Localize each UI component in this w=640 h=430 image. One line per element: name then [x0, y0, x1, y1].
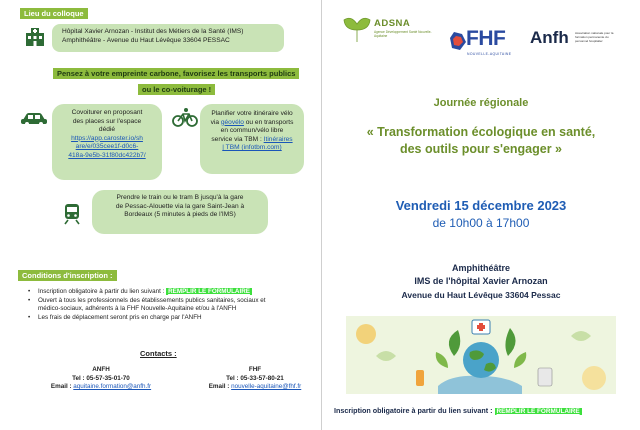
fhf-logo-sub: NOUVELLE-AQUITAINE: [467, 52, 512, 56]
fhf-email-link[interactable]: nouvelle-aquitaine@fhf.fr: [231, 383, 302, 390]
anfh-email-label: Email :: [50, 383, 74, 390]
fhf-logo-mark: [448, 30, 468, 57]
bike-line-1: Planifier votre itinéraire vélo: [211, 110, 293, 117]
carpool-link-3[interactable]: 418a-9e5b-31f80dc422b7/: [68, 151, 146, 159]
conditions-list: [28, 288, 320, 322]
bike-line-3: en commun/vélo libre: [220, 127, 284, 135]
fhf-email-row: [190, 383, 320, 392]
anfh-contact: [36, 366, 166, 392]
event-date: Vendredi 15 décembre 2023: [395, 198, 567, 213]
train-icon: [64, 203, 80, 230]
condition-3: [28, 314, 320, 323]
venue-label: Lieu du colloque: [20, 8, 88, 19]
carpool-link[interactable]: [58, 135, 156, 161]
bike-line-2: [204, 119, 300, 128]
venue-box: [52, 24, 284, 52]
eco-health-illustration: [346, 316, 616, 394]
signup-row: [334, 406, 582, 415]
adsna-logo: [342, 16, 372, 49]
adsna-subtitle: Agence Développement Santé Nouvelle-Aquitaine: [374, 30, 432, 39]
fhf-logo-text: FHF: [466, 27, 506, 50]
place-line-2: IMS de l'hôpital Xavier Arnozan: [414, 276, 548, 286]
bike-line-2c: ou en transports: [243, 118, 294, 126]
condition-1-text: Inscription obligatoire à partir du lien suivant :: [38, 288, 167, 295]
carpool-box: [52, 104, 162, 180]
place-line-3: Avenue du Haut Lévêque 33604 Pessac: [401, 290, 561, 300]
event-title-line-2: des outils pour s'engager »: [399, 142, 563, 156]
condition-1: [28, 288, 320, 297]
venue-line-1: Hôpital Xavier Arnozan - Institut des Métiers de la Santé (IMS): [62, 28, 244, 35]
bullet-icon: •: [28, 296, 31, 304]
car-icon: [20, 112, 48, 131]
train-line-1: Prendre le train ou le tram B jusqu'à la gare: [116, 194, 244, 201]
carpool-link-1[interactable]: https://app.caroster.io/sh: [71, 134, 143, 142]
carpool-line-3: dédié: [98, 126, 116, 134]
tbm-itineraires-link[interactable]: Itinéraires: [263, 135, 293, 143]
train-line-3: Bordeaux (5 minutes à pieds de l'IMS): [124, 211, 236, 219]
fhf-email-label: Email :: [208, 383, 232, 390]
anfh-email-row: [36, 383, 166, 392]
contacts-title: Contacts :: [140, 349, 177, 358]
venue-line-2: Amphithéâtre - Avenue du Haut Lévêque 33604 PESSAC: [62, 36, 230, 44]
condition-2: [28, 297, 320, 314]
fhf-name: FHF: [248, 366, 262, 373]
hospital-icon: [24, 27, 46, 52]
anfh-name: ANFH: [92, 366, 110, 373]
bike-line-4a: service via TBM :: [211, 135, 264, 143]
ginkgo-leaf-icon: [342, 16, 372, 44]
carpool-line-1: Covoiturer en proposant: [71, 109, 143, 116]
geovelo-link[interactable]: géovélo: [220, 118, 244, 126]
anfh-logo-sub: Association nationale pour la formation permanente du personnel hospitalier: [575, 31, 614, 43]
tbm-link[interactable]: | TBM (infotbm.com): [222, 144, 282, 152]
carbon-banner-line-1: Pensez à votre empreinte carbone, favorisez les transports publics: [53, 68, 299, 79]
conditions-label: Conditions d'inscription :: [18, 270, 117, 281]
condition-3-text: Les frais de déplacement seront pris en charge par l'ANFH: [38, 313, 202, 321]
event-title-line-1: « Transformation écologique en santé,: [366, 125, 596, 139]
event-time: de 10h00 à 17h00: [432, 216, 530, 230]
anfh-tel: Tel : 05-57-35-01-70: [72, 374, 130, 382]
place-line-1: Amphithéâtre: [451, 263, 510, 273]
form-link-left[interactable]: REMPLIR LE FORMULAIRE: [168, 288, 250, 295]
carpool-line-2: des places sur l'espace: [72, 117, 142, 125]
anfh-logo-text: Anfh: [530, 28, 569, 47]
carpool-link-2[interactable]: are/e/035cee1f-d0c6-: [75, 143, 139, 151]
form-link-right[interactable]: REMPLIR LE FORMULAIRE: [496, 408, 580, 415]
column-divider: [321, 0, 322, 430]
fhf-contact: [190, 366, 320, 392]
anfh-email-link[interactable]: aquitaine.formation@anfh.fr: [73, 383, 152, 390]
bullet-icon: •: [28, 288, 31, 295]
bullet-icon: •: [28, 313, 31, 321]
fhf-tel: Tel : 05-33-57-80-21: [226, 374, 284, 382]
train-line-2: de Pessac-Alouette via la gare Saint-Jean à: [115, 202, 245, 210]
event-type: Journée régionale: [433, 97, 529, 109]
bike-line-2a: via: [210, 118, 221, 126]
bike-line-4: [204, 136, 300, 145]
condition-2-line-1: Ouvert à tous les professionnels des établissements publics sanitaires, sociaux et: [38, 296, 266, 304]
carbon-banner-line-2: ou le co-voiturage !: [138, 84, 215, 95]
adsna-name: ADSNA: [374, 18, 411, 29]
train-box: [92, 190, 268, 234]
bicycle-icon: [172, 107, 198, 132]
bike-box: [200, 104, 304, 174]
signup-text: Inscription obligatoire à partir du lien suivant :: [334, 406, 495, 415]
condition-2-line-2: médico-sociaux, adhérents à la FHF Nouvelle-Aquitaine et/ou à l'ANFH: [38, 305, 237, 312]
